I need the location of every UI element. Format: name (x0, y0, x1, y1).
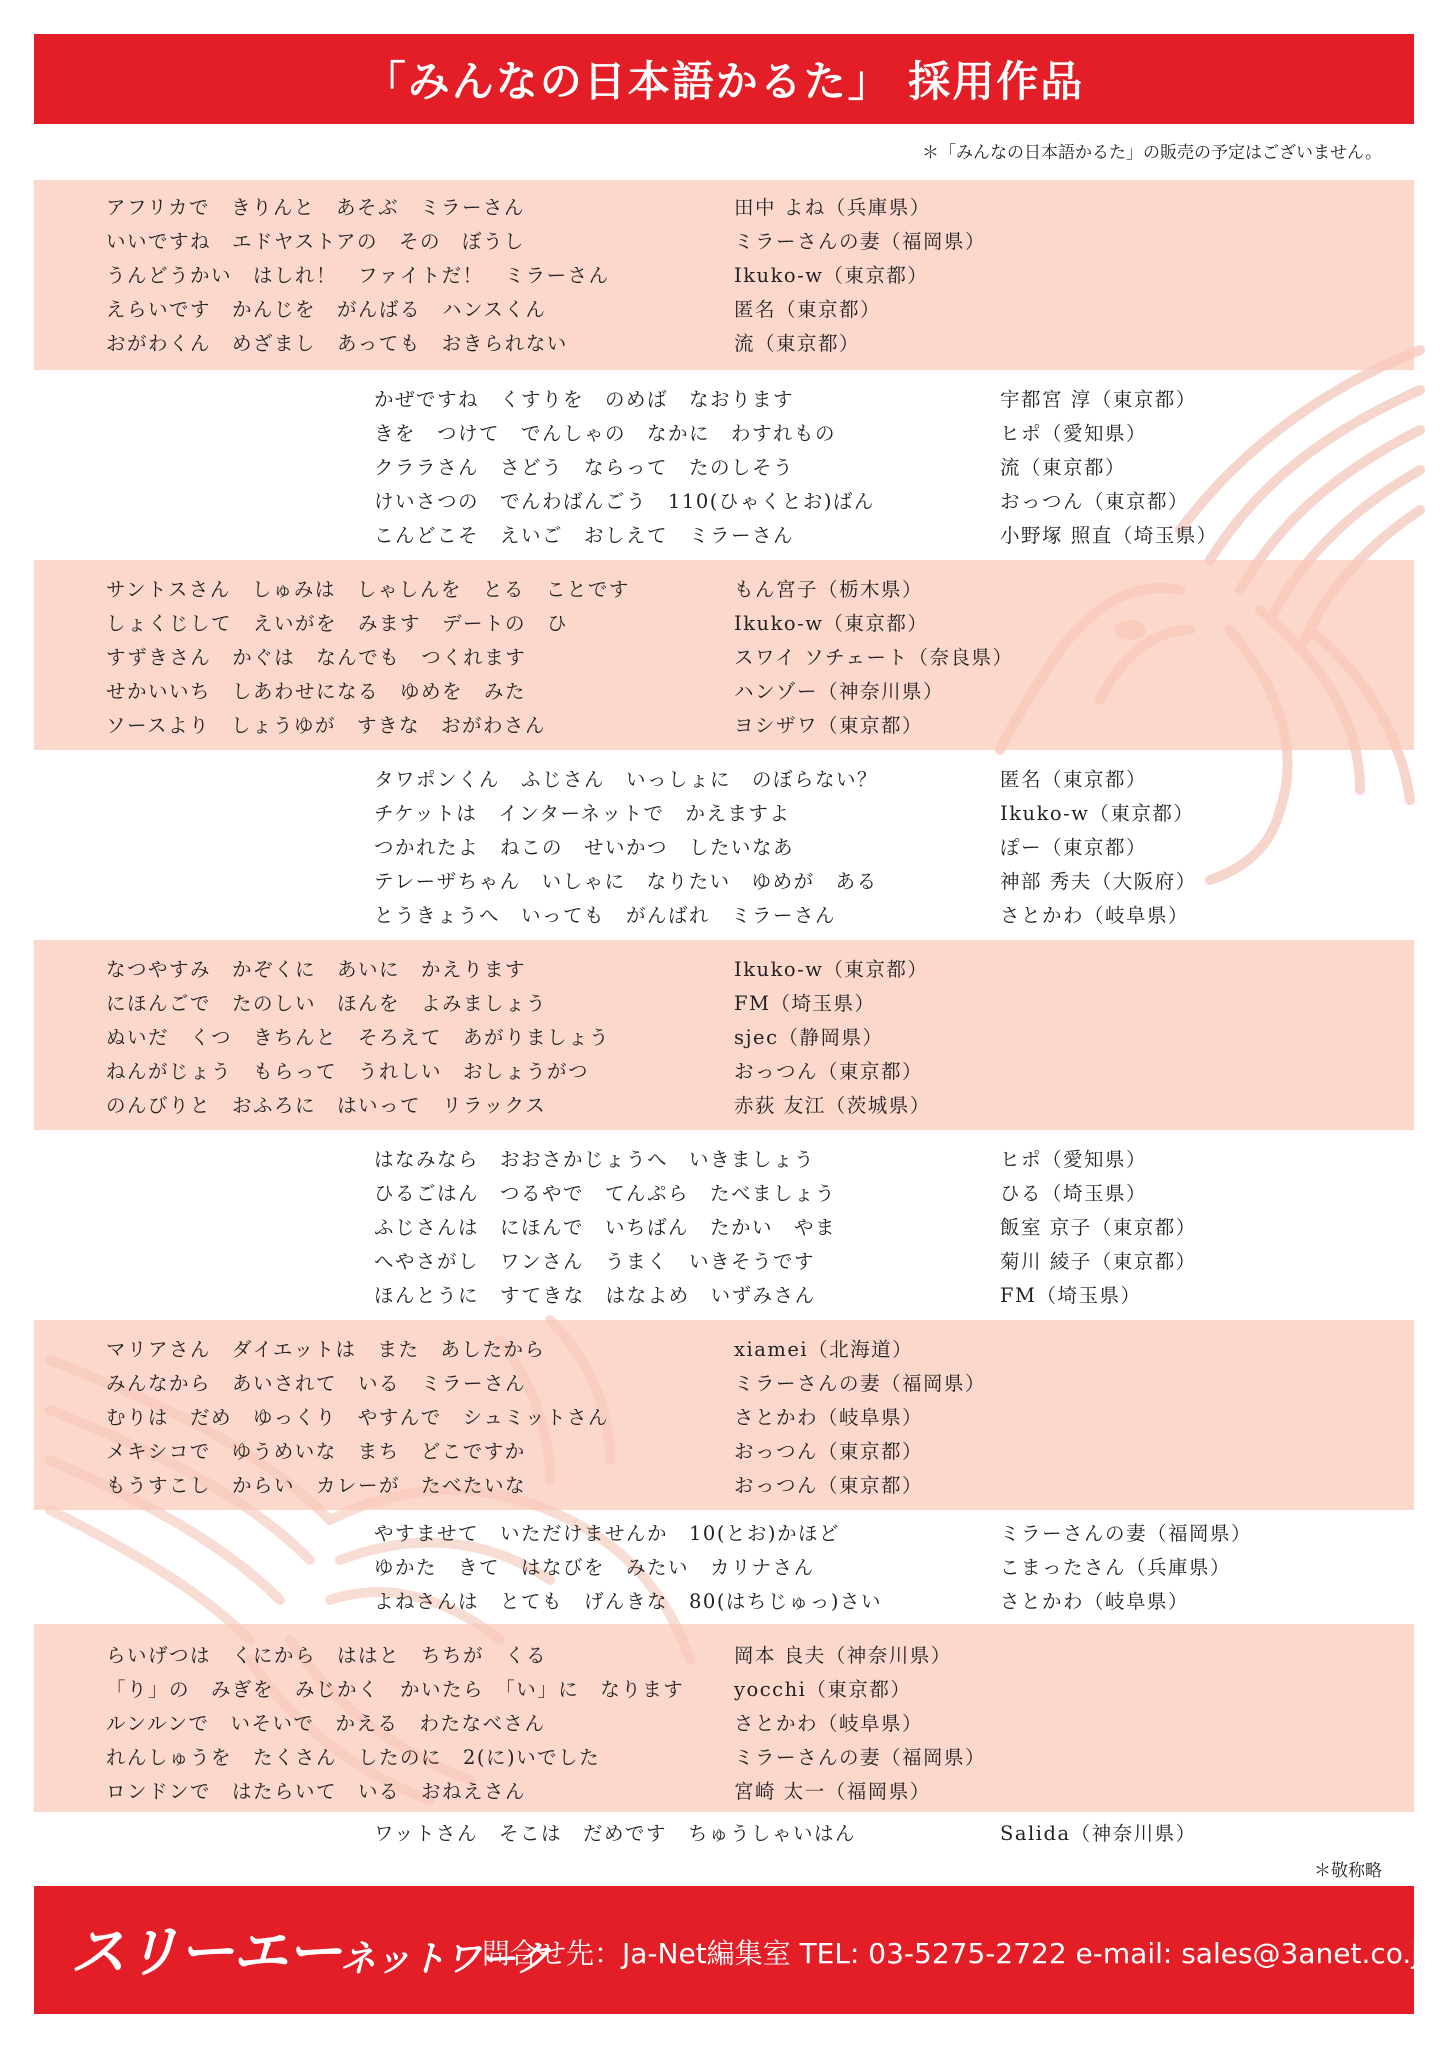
honorific-note: ＊敬称略 (1314, 1861, 1382, 1881)
page-title: 「みんなの日本語かるた」 採用作品 (363, 57, 1085, 106)
karuta-entry (34, 828, 1414, 862)
poem-text: うんどうかい はしれ！ ファイトだ！ ミラーさん (106, 264, 610, 287)
poem-text: こんどこそ えいご おしえて ミラーさん (374, 524, 795, 547)
karuta-entry (34, 1174, 1414, 1208)
poem-text: むりは だめ ゆっくり やすんで シュミットさん (106, 1406, 610, 1429)
logo-sub-text: ネットワーク (340, 1939, 551, 1980)
karuta-entry (34, 984, 1414, 1018)
author-name: 流（東京都） (1000, 456, 1127, 479)
author-name: 菊川 綾子（東京都） (1000, 1250, 1197, 1273)
poem-text: とうきょうへ いっても がんばれ ミラーさん (374, 904, 837, 927)
poem-text: かぜですね くすりを のめば なおります (374, 388, 795, 411)
poem-text: 「り」の みぎを みじかく かいたら 「い」に なります (106, 1678, 685, 1701)
poem-text: へやさがし ワンさん うまく いきそうです (374, 1250, 816, 1273)
publisher-logo (70, 1908, 550, 1988)
karuta-entry (34, 760, 1414, 794)
author-name: FM（埼玉県） (734, 992, 876, 1015)
logo-main-text: スリーエー (70, 1920, 340, 1985)
karuta-entry (34, 1364, 1414, 1398)
author-name: sjec（静岡県） (734, 1026, 884, 1049)
karuta-entry (34, 1398, 1414, 1432)
poem-text: しょくじして えいがを みます デートの ひ (106, 612, 569, 635)
poem-text: れんしゅうを たくさん したのに 2(に)いでした (106, 1746, 601, 1769)
author-name: ヨシザワ（東京都） (734, 714, 924, 737)
karuta-entry (34, 1208, 1414, 1242)
author-name: 小野塚 照直（埼玉県） (1000, 524, 1218, 547)
author-name: 飯室 京子（東京都） (1000, 1216, 1197, 1239)
poem-text: よねさんは とても げんきな 80(はちじゅっ)さい (374, 1590, 883, 1613)
karuta-entry (34, 1140, 1414, 1174)
karuta-group-a (34, 180, 1414, 370)
karuta-entry (34, 324, 1414, 358)
poem-text: きを つけて でんしゃの なかに わすれもの (374, 422, 837, 445)
author-name: 流（東京都） (734, 332, 861, 355)
author-name: Ikuko-w（東京都） (734, 264, 929, 287)
poem-text: タワポンくん ふじさん いっしょに のぼらない？ (374, 768, 879, 791)
karuta-entry (34, 256, 1414, 290)
poem-text: ロンドンで はたらいて いる おねえさん (106, 1780, 527, 1803)
karuta-group-ha (34, 1138, 1414, 1318)
karuta-entry (34, 1330, 1414, 1364)
karuta-entry (34, 448, 1414, 482)
karuta-entry (34, 1814, 1414, 1848)
karuta-entry (34, 1548, 1414, 1582)
author-name: ヒポ（愛知県） (1000, 1148, 1148, 1171)
author-name: こまったさん（兵庫県） (1000, 1556, 1232, 1579)
karuta-entry (34, 1052, 1414, 1086)
author-name: もん宮子（栃木県） (734, 578, 924, 601)
poem-text: みんなから あいされて いる ミラーさん (106, 1372, 527, 1395)
karuta-entry (34, 482, 1414, 516)
poem-text: ソースより しょうゆが すきな おがわさん (106, 714, 547, 737)
poem-text: アフリカで きりんと あそぶ ミラーさん (106, 196, 526, 219)
author-name: さとかわ（岐阜県） (1000, 1590, 1190, 1613)
karuta-entry (34, 1636, 1414, 1670)
author-name: ヒポ（愛知県） (1000, 422, 1148, 445)
author-name: ミラーさんの妻（福岡県） (734, 1746, 987, 1769)
karuta-entry (34, 862, 1414, 896)
karuta-entry (34, 1086, 1414, 1120)
poem-text: すずきさん かぐは なんでも つくれます (106, 646, 527, 669)
poem-text: ほんとうに すてきな はなよめ いずみさん (374, 1284, 816, 1307)
karuta-group-ka (34, 378, 1414, 558)
poem-text: クララさん さどう ならって たのしそう (374, 456, 795, 479)
author-name: 赤荻 友江（茨城県） (734, 1094, 931, 1117)
author-name: ミラーさんの妻（福岡県） (1000, 1522, 1253, 1545)
poem-text: ふじさんは にほんで いちばん たかい やま (374, 1216, 837, 1239)
karuta-entry (34, 1242, 1414, 1276)
author-name: yocchi（東京都） (734, 1678, 912, 1701)
author-name: 神部 秀夫（大阪府） (1000, 870, 1197, 893)
karuta-entry (34, 1276, 1414, 1310)
karuta-entry (34, 290, 1414, 324)
karuta-entry (34, 570, 1414, 604)
karuta-entry (34, 1704, 1414, 1738)
karuta-entry (34, 414, 1414, 448)
author-name: 宇都宮 淳（東京都） (1000, 388, 1197, 411)
author-name: 匿名（東京都） (1000, 768, 1148, 791)
karuta-group-wa (34, 1814, 1414, 1854)
author-name: Ikuko-w（東京都） (734, 958, 929, 981)
karuta-entry (34, 1018, 1414, 1052)
poem-text: けいさつの でんわばんごう 110(ひゃくとお)ばん (374, 490, 875, 513)
poem-text: テレーザちゃん いしゃに なりたい ゆめが ある (374, 870, 878, 893)
sales-notice: ＊「みんなの日本語かるた」の販売の予定はございません。 (921, 143, 1382, 163)
author-name: スワイ ソチェート（奈良県） (734, 646, 1014, 669)
karuta-group-ta (34, 758, 1414, 938)
author-name: ミラーさんの妻（福岡県） (734, 1372, 987, 1395)
author-name: おっつん（東京都） (734, 1474, 924, 1497)
karuta-entry (34, 706, 1414, 740)
karuta-entry (34, 896, 1414, 930)
author-name: おっつん（東京都） (1000, 490, 1190, 513)
poem-text: つかれたよ ねこの せいかつ したいなあ (374, 836, 795, 859)
author-name: さとかわ（岐阜県） (734, 1406, 924, 1429)
author-name: 岡本 良夫（神奈川県） (734, 1644, 952, 1667)
poem-text: ルンルンで いそいで かえる わたなべさん (106, 1712, 546, 1735)
author-name: Ikuko-w（東京都） (1000, 802, 1195, 825)
poem-text: サントスさん しゅみは しゃしんを とる ことです (106, 578, 630, 601)
karuta-group-ra (34, 1624, 1414, 1812)
poem-text: はなみなら おおさかじょうへ いきましょう (374, 1148, 816, 1171)
poem-text: ねんがじょう もらって うれしい おしょうがつ (106, 1060, 590, 1083)
author-name: さとかわ（岐阜県） (734, 1712, 924, 1735)
karuta-entry (34, 604, 1414, 638)
poem-text: チケットは インターネットで かえますよ (374, 802, 791, 825)
karuta-entry (34, 1466, 1414, 1500)
author-name: ハンゾー（神奈川県） (734, 680, 945, 703)
author-name: おっつん（東京都） (734, 1440, 924, 1463)
karuta-entry (34, 672, 1414, 706)
author-name: xiamei（北海道） (734, 1338, 914, 1361)
author-name: ぽー（東京都） (1000, 836, 1148, 859)
poem-text: ひるごはん つるやで てんぷら たべましょう (374, 1182, 837, 1205)
poem-text: いいですね エドヤストアの その ぼうし (106, 230, 526, 253)
karuta-group-ma (34, 1320, 1414, 1510)
author-name: Ikuko-w（東京都） (734, 612, 929, 635)
poem-text: せかいいち しあわせになる ゆめを みた (106, 680, 527, 703)
karuta-entry (34, 638, 1414, 672)
author-name: ひる（埼玉県） (1000, 1182, 1148, 1205)
karuta-entry (34, 188, 1414, 222)
poem-text: ワットさん そこは だめです ちゅうしゃいはん (374, 1822, 857, 1845)
poem-text: メキシコで ゆうめいな まち どこですか (106, 1440, 526, 1463)
poem-text: マリアさん ダイエットは また あしたから (106, 1338, 546, 1361)
author-name: Salida（神奈川県） (1000, 1822, 1197, 1845)
poem-text: ゆかた きて はなびを みたい カリナさん (374, 1556, 815, 1579)
author-name: 宮崎 太一（福岡県） (734, 1780, 931, 1803)
poem-text: やすませて いただけませんか 10(とお)かほど (374, 1522, 841, 1545)
karuta-entry (34, 1738, 1414, 1772)
karuta-group-sa (34, 560, 1414, 750)
karuta-group-na (34, 940, 1414, 1130)
poem-text: ぬいだ くつ きちんと そろえて あがりましょう (106, 1026, 611, 1049)
footer-banner (34, 1886, 1437, 2014)
author-name: FM（埼玉県） (1000, 1284, 1142, 1307)
contact-info: 問合せ先：Ja-Net編集室 TEL: 03-5275-2722 e-mail: sales@3anet.co.jp (482, 1937, 1437, 1970)
poem-text: らいげつは くにから ははと ちちが くる (106, 1644, 548, 1667)
karuta-entry (34, 222, 1414, 256)
poem-text: もうすこし からい カレーが たべたいな (106, 1474, 527, 1497)
karuta-entry (34, 516, 1414, 550)
author-name: 匿名（東京都） (734, 298, 882, 321)
poem-text: おがわくん めざまし あっても おきられない (106, 332, 568, 355)
karuta-entry (34, 1670, 1414, 1704)
poem-text: のんびりと おふろに はいって リラックス (106, 1094, 547, 1117)
author-name: おっつん（東京都） (734, 1060, 924, 1083)
karuta-entry (34, 1772, 1414, 1806)
header-banner (34, 34, 1414, 124)
karuta-entry (34, 1582, 1414, 1616)
karuta-entry (34, 380, 1414, 414)
karuta-entry (34, 794, 1414, 828)
karuta-entry (34, 1432, 1414, 1466)
author-name: 田中 よね（兵庫県） (734, 196, 931, 219)
author-name: ミラーさんの妻（福岡県） (734, 230, 987, 253)
author-name: さとかわ（岐阜県） (1000, 904, 1190, 927)
poem-text: にほんごで たのしい ほんを よみましょう (106, 992, 548, 1015)
karuta-group-ya (34, 1512, 1414, 1622)
poem-text: なつやすみ かぞくに あいに かえります (106, 958, 527, 981)
karuta-entry (34, 950, 1414, 984)
karuta-entry (34, 1514, 1414, 1548)
poem-text: えらいです かんじを がんばる ハンスくん (106, 298, 547, 321)
